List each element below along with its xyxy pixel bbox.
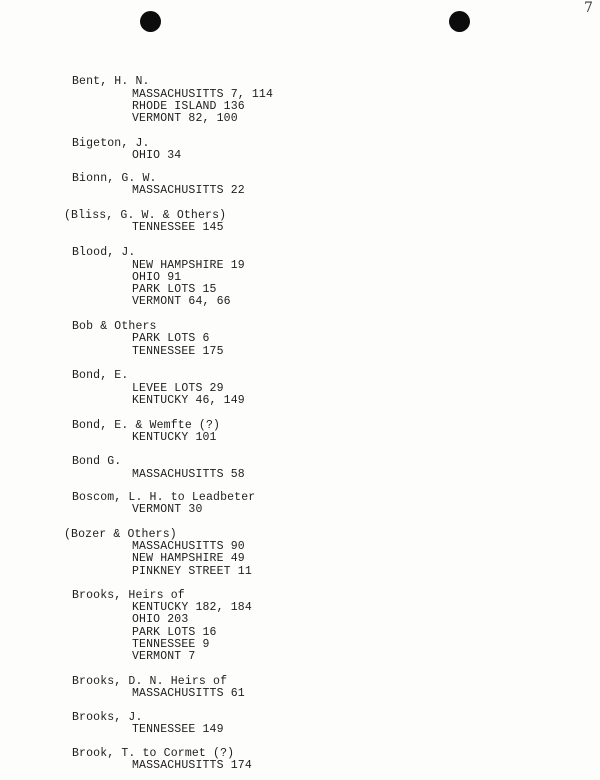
entry-name: Bond, E. (72, 369, 129, 382)
entry-reference: TENNESSEE 149 (132, 723, 224, 736)
entry-name: (Bozer & Others) (64, 528, 177, 541)
entry-name: Brooks, J. (72, 711, 143, 724)
entry-reference: VERMONT 64, 66 (132, 295, 231, 308)
entry-reference: RHODE ISLAND 136 (132, 100, 245, 113)
page-number: 7 (584, 0, 593, 16)
entry-reference: LEVEE LOTS 29 (132, 382, 224, 395)
entry-reference: TENNESSEE 9 (132, 638, 210, 651)
entry-reference: TENNESSEE 175 (132, 345, 224, 358)
entry-name: (Bliss, G. W. & Others) (64, 209, 227, 222)
entry-name: Blood, J. (72, 246, 136, 259)
entry-reference: VERMONT 82, 100 (132, 112, 238, 125)
entry-name: Bond G. (72, 455, 122, 468)
entry-name: Bob & Others (72, 320, 157, 333)
entry-name: Bionn, G. W. (72, 172, 157, 185)
entry-reference: MASSACHUSITTS 174 (132, 759, 252, 772)
entry-reference: KENTUCKY 182, 184 (132, 601, 252, 614)
entry-name: Bond, E. & Wemfte (?) (72, 419, 221, 432)
entry-reference: MASSACHUSITTS 58 (132, 468, 245, 481)
entry-reference: KENTUCKY 46, 149 (132, 394, 245, 407)
punch-hole-left (140, 11, 161, 32)
entry-reference: PARK LOTS 6 (132, 332, 210, 345)
entry-name: Brook, T. to Cormet (?) (72, 747, 235, 760)
entry-name: Brooks, Heirs of (72, 589, 185, 602)
entry-reference: MASSACHUSITTS 61 (132, 687, 245, 700)
entry-reference: MASSACHUSITTS 22 (132, 184, 245, 197)
entry-reference: TENNESSEE 145 (132, 221, 224, 234)
entry-reference: MASSACHUSITTS 90 (132, 540, 245, 553)
entry-name: Brooks, D. N. Heirs of (72, 675, 228, 688)
entry-reference: OHIO 203 (132, 613, 189, 626)
entry-reference: NEW HAMPSHIRE 19 (132, 259, 245, 272)
entry-reference: KENTUCKY 101 (132, 431, 217, 444)
entry-reference: VERMONT 7 (132, 650, 196, 663)
entry-reference: NEW HAMPSHIRE 49 (132, 552, 245, 565)
entry-name: Boscom, L. H. to Leadbeter (72, 491, 256, 504)
entry-reference: PARK LOTS 15 (132, 283, 217, 296)
entry-reference: MASSACHUSITTS 7, 114 (132, 88, 274, 101)
entry-name: Bent, H. N. (72, 75, 150, 88)
entry-reference: PINKNEY STREET 11 (132, 565, 252, 578)
entry-reference: OHIO 34 (132, 149, 182, 162)
entry-reference: PARK LOTS 16 (132, 626, 217, 639)
entry-name: Bigeton, J. (72, 137, 150, 150)
punch-hole-right (449, 11, 470, 32)
entry-reference: VERMONT 30 (132, 503, 203, 516)
entry-reference: OHIO 91 (132, 271, 182, 284)
